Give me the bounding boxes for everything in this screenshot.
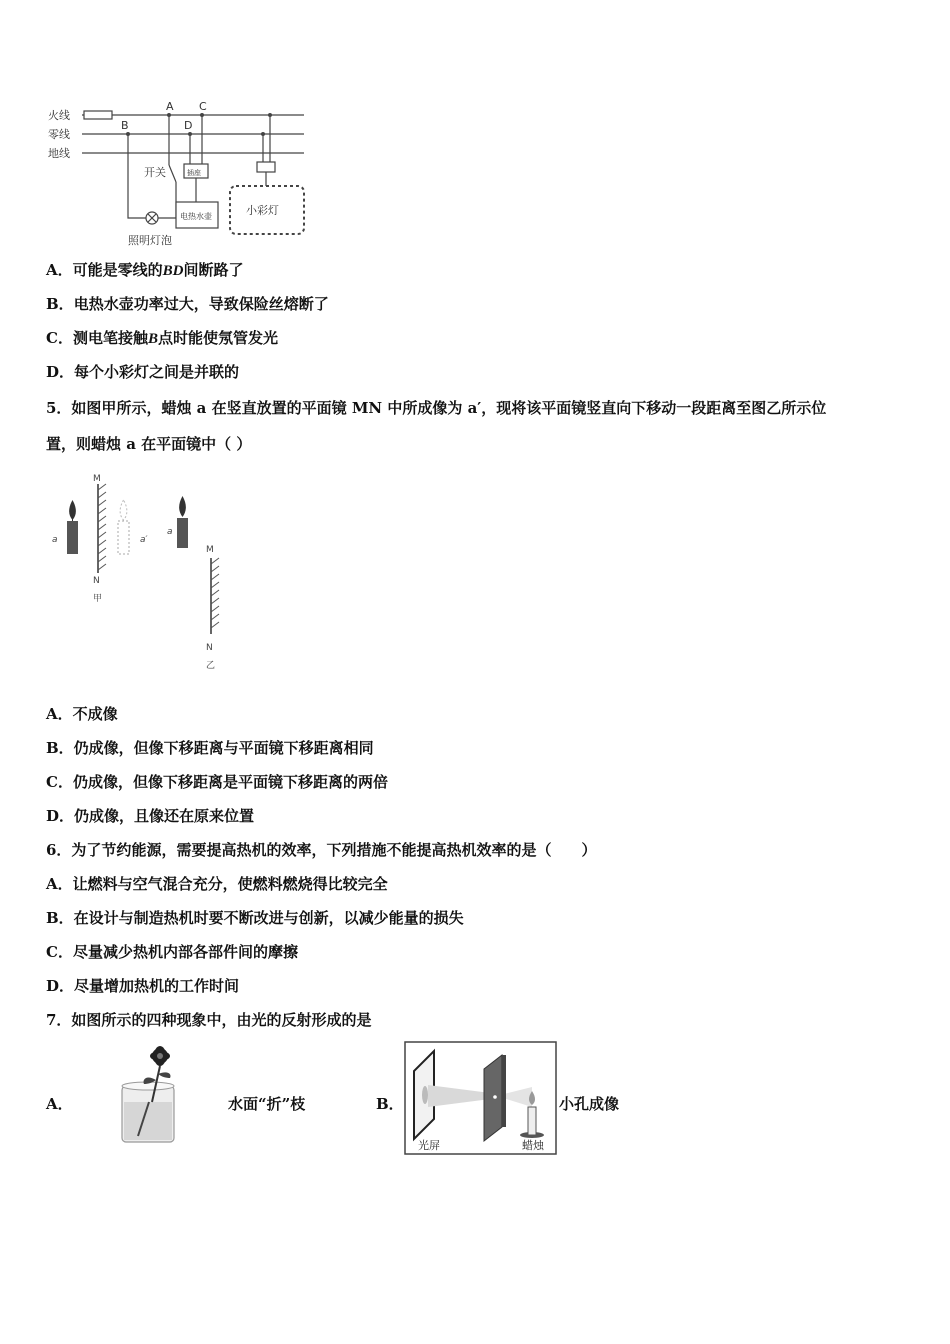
candle-label: 蜡烛	[522, 1139, 544, 1152]
mirror-n-label-jia: N	[93, 576, 100, 586]
live-wire-label: 火线	[48, 109, 70, 122]
point-b-label: B	[121, 119, 129, 132]
q4-option-d: D．每个小彩灯之间是并联的	[46, 363, 240, 381]
q5-option-b: B．仍成像，但像下移距离与平面镜下移距离相同	[46, 739, 374, 757]
screen-label: 光屏	[418, 1139, 440, 1152]
q7-option-b-caption: 小孔成像	[559, 1095, 620, 1113]
kettle-label: 电热水壶	[180, 212, 212, 221]
neutral-wire-label: 零线	[48, 128, 70, 141]
mirror-candle-figure	[44, 470, 244, 675]
candle-a-label-yi: a	[167, 527, 173, 537]
q7-option-a-caption: 水面“折”枝	[228, 1095, 306, 1113]
bulb-label: 照明灯泡	[128, 234, 172, 247]
image-a-prime-label: a′	[140, 535, 148, 545]
circuit-diagram	[44, 100, 314, 250]
q7-option-b-letter: B．	[376, 1095, 404, 1113]
mirror-m-label-jia: M	[93, 474, 101, 484]
switch-label: 开关	[144, 166, 166, 179]
q6-option-c: C．尽量减少热机内部各部件间的摩擦	[46, 943, 298, 961]
candle-a-label: a	[52, 535, 58, 545]
point-d-label: D	[184, 119, 193, 132]
flower-in-water-image	[116, 1044, 186, 1146]
pinhole-imaging-image	[404, 1041, 557, 1155]
q6-option-a: A．让燃料与空气混合充分，使燃料燃烧得比较完全	[46, 875, 388, 893]
q5-option-a: A．不成像	[46, 705, 118, 723]
socket-label: 插座	[187, 169, 201, 177]
point-c-label: C	[199, 100, 207, 113]
q4-option-b: B．电热水壶功率过大，导致保险丝熔断了	[46, 295, 329, 313]
lights-label: 小彩灯	[246, 204, 279, 217]
q4-option-c: C．测电笔接触B点时能使氖管发光	[46, 329, 278, 347]
q6-option-b: B．在设计与制造热机时要不断改进与创新，以减少能量的损失	[46, 909, 464, 927]
point-a-label: A	[166, 100, 174, 113]
figure-yi-label: 乙	[206, 661, 216, 671]
q6-stem: 6．为了节约能源，需要提高热机的效率，下列措施不能提高热机效率的是（ ）	[46, 841, 597, 859]
q5-stem-line2: 置，则蜡烛 a 在平面镜中（ ）	[46, 435, 252, 453]
figure-jia-label: 甲	[93, 594, 103, 604]
q5-option-c: C．仍成像，但像下移距离是平面镜下移距离的两倍	[46, 773, 388, 791]
q4-option-a: A．可能是零线的BD间断路了	[46, 261, 244, 279]
q5-option-d: D．仍成像，且像还在原来位置	[46, 807, 255, 825]
q5-stem-line1: 5．如图甲所示，蜡烛 a 在竖直放置的平面镜 MN 中所成像为 a′，现将该平面镜竖直向下移动一段距离至图乙所示位	[46, 399, 827, 417]
q7-option-a-letter: A．	[46, 1095, 73, 1113]
mirror-n-label-yi: N	[206, 643, 213, 653]
ground-wire-label: 地线	[48, 147, 70, 160]
mirror-m-label-yi: M	[206, 545, 214, 555]
q7-stem: 7．如图所示的四种现象中，由光的反射形成的是	[46, 1011, 372, 1029]
q6-option-d: D．尽量增加热机的工作时间	[46, 977, 240, 995]
